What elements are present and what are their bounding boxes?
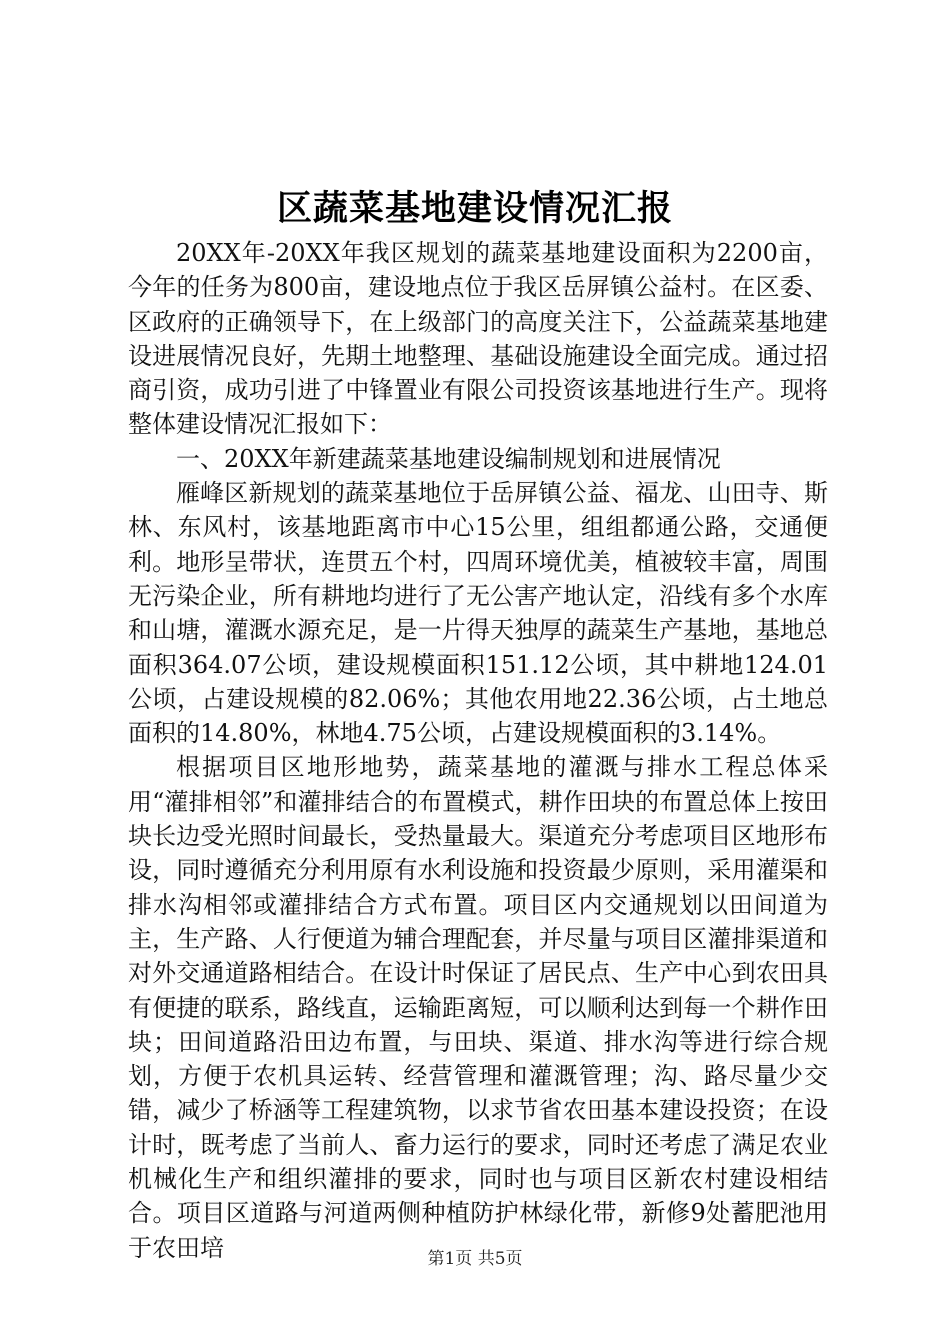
page-number-footer: 第1页 共5页 (427, 1249, 523, 1269)
document-title: 区蔬菜基地建设情况汇报 (276, 188, 673, 229)
document-body (128, 236, 828, 1265)
paragraph-location: 雁峰区新规划的蔬菜基地位于岳屏镇公益、福龙、山田寺、斯林、东风村，该基地距离市中心15公里，组组都通公路，交通便利。地形呈带状，连贯五个村，四周环境优美，植被较丰富，周围无污染企业，所有耕地均进行了无公害产地认定，沿线有多个水库和山塘，灌溉水源充足，是一片得天独厚的蔬菜生产基地，基地总面积364.07公顷，建设规模面积151.12公顷，其中耕地124.01公顷，占建设规模的82.06%；其他农用地22.36公顷，占土地总面积的14.80%，林地4.75公顷，占建设规模面积的3.14%。 (128, 479, 828, 748)
paragraph-planning: 根据项目区地形地势，蔬菜基地的灌溉与排水工程总体采用“灌排相邻”和灌排结合的布置模式，耕作田块的布置总体上按田块长边受光照时间最长，受热量最大。渠道充分考虑项目区地形布设，同时遵循充分利用原有水利设施和投资最少原则，采用灌渠和排水沟相邻或灌排结合方式布置。项目区内交通规划以田间道为主，生产路、人行便道为辅合理配套，并尽量与项目区灌排渠道和对外交通道路相结合。在设计时保证了居民点、生产中心到农田具有便捷的联系，路线直，运输距离短，可以顺利达到每一个耕作田块；田间道路沿田边布置，与田块、渠道、排水沟等进行综合规划，方便于农机具运转、经营管理和灌溉管理；沟、路尽量少交错，减少了桥涵等工程建筑物，以求节省农田基本建设投资；在设计时，既考虑了当前人、畜力运行的要求，同时还考虑了满足农业机械化生产和组织灌排的要求，同时也与项目区新农村建设相结合。项目区道路与河道两侧种植防护林绿化带，新修9处蓄肥池用于农田培 (128, 753, 828, 1262)
section-heading: 一、20XX年新建蔬菜基地建设编制规划和进展情况 (176, 444, 721, 473)
paragraph-intro: 20XX年-20XX年我区规划的蔬菜基地建设面积为2200亩，今年的任务为800亩，建设地点位于我区岳屏镇公益村。在区委、区政府的正确领导下，在上级部门的高度关注下，公益蔬菜基地建设进展情况良好，先期土地整理、基础设施建设全面完成。通过招商引资，成功引进了中锋置业有限公司投资该基地进行生产。现将整体建设情况汇报如下： (128, 239, 828, 439)
